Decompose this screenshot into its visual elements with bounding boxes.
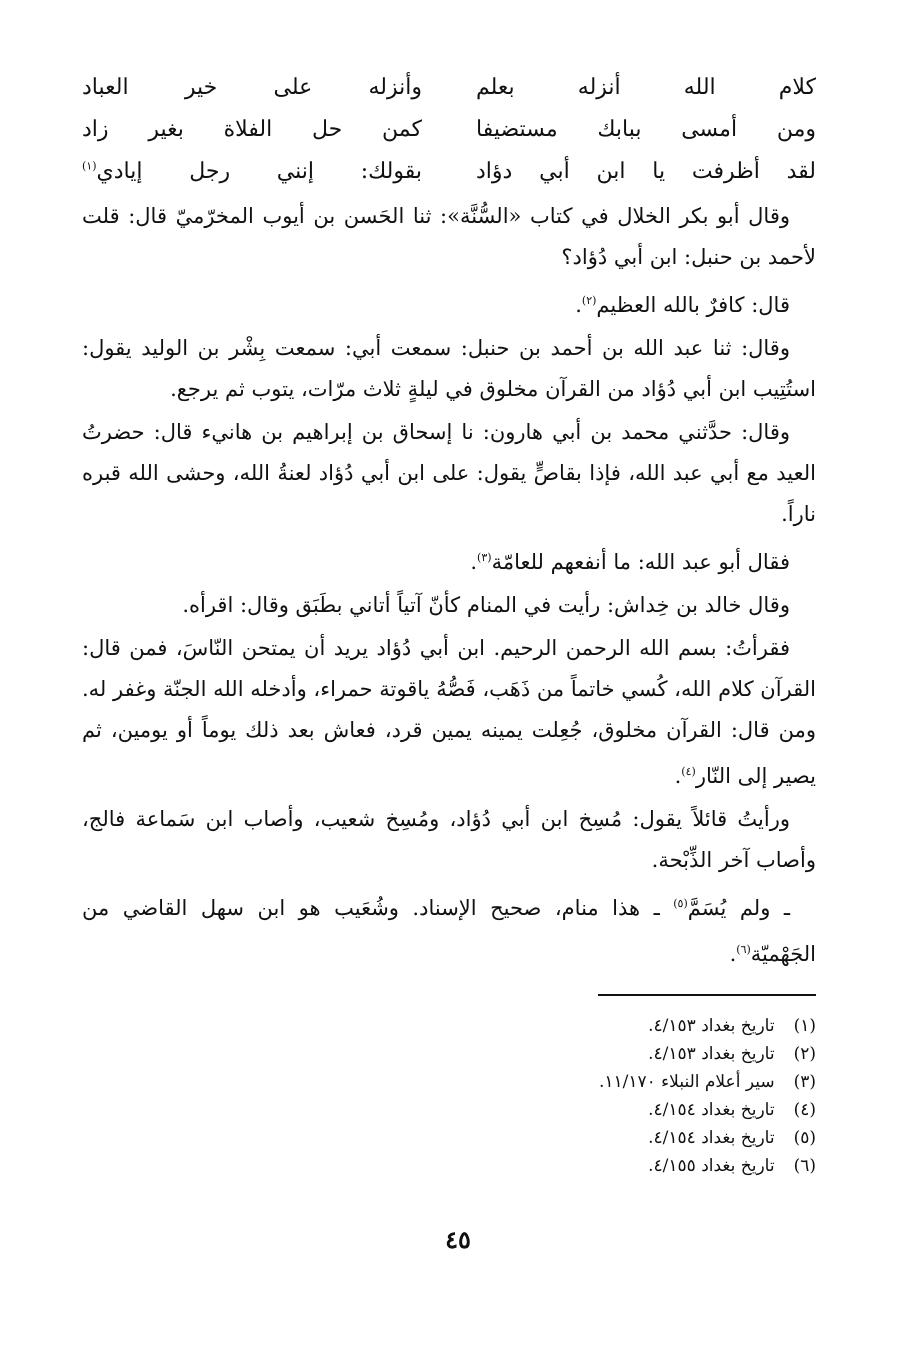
paragraph-text: وقال أبو بكر الخلال في كتاب «السُّنَّة»: ثنا الحَسن بن أيوب المخرّميّ قال: قلت لأحمد بن حنبل: ابن أبي دُؤاد؟ (82, 204, 816, 269)
footnote-number: (٥) (793, 1128, 816, 1148)
footnote-text: تاريخ بغداد ٤/١٥٣. (648, 1016, 775, 1036)
paragraph-text: وقال: حدَّثني محمد بن أبي هارون: نا إسحاق بن إبراهيم بن هانيء قال: حضرتُ العيد مع أبي عبد الله، فإذا بقاصٍّ يقول: على ابن أبي دُؤاد لعنةُ الله، وحشى الله قبره ناراً. (82, 420, 816, 526)
footnote-text: تاريخ بغداد ٤/١٥٤. (648, 1100, 775, 1120)
paragraph-tail: . (729, 942, 737, 966)
paragraph-tail: . (470, 550, 478, 574)
body-text (82, 196, 816, 977)
footnote-number: (٦) (793, 1156, 816, 1176)
paragraph-text: وقال خالد بن خِداش: رأيت في المنام كأنّ آتياً أتاني بطَبَق وقال: اقرأه. (182, 593, 790, 617)
footnote (300, 1068, 816, 1096)
footnote-number: (٤) (793, 1100, 816, 1120)
paragraph (82, 585, 816, 626)
paragraph (82, 799, 816, 881)
footnote-marker: (١) (82, 159, 97, 173)
paragraph (82, 883, 816, 975)
footnote-text: سير أعلام النبلاء ١١/١٧٠. (598, 1072, 775, 1092)
paragraph (82, 628, 816, 797)
poem-verse (82, 66, 816, 108)
poem-verse (82, 150, 816, 192)
footnote-number: (٢) (793, 1044, 816, 1064)
footnote-text: تاريخ بغداد ٤/١٥٣. (648, 1044, 775, 1064)
paragraph (82, 280, 816, 326)
paragraph-text: وقال: ثنا عبد الله بن أحمد بن حنبل: سمعت أبي: سمعت بِشْر بن الوليد يقول: استُتِيب ابن أبي دُؤاد من القرآن مخلوق في ليلةٍ ثلاث مرّات، يتوب ثم يرجع. (82, 336, 816, 401)
footnotes (300, 1012, 816, 1180)
footnote-marker: (٤) (681, 765, 696, 778)
paragraph (82, 328, 816, 410)
footnote-marker: (٢) (581, 294, 597, 307)
verse-second-hemistich: كمن حل الفلاة بغير زاد (82, 116, 422, 142)
poem-verse (82, 108, 816, 150)
verse-second-hemistich: وأنزله على خير العباد (82, 74, 422, 100)
poem-block (82, 66, 816, 192)
paragraph (82, 196, 816, 278)
paragraph-text: فقال أبو عبد الله: ما أنفعهم للعامّة (491, 550, 790, 574)
verse-text: بقولك: إنني رجل إيادي (96, 158, 422, 184)
verse-second-hemistich (82, 159, 422, 184)
paragraph-tail: . (674, 764, 682, 788)
page-number: ٤٥ (445, 1225, 471, 1254)
paragraph-text: ـ ولم يُسَمَّ (687, 896, 790, 920)
verse-first-hemistich: كلام الله أنزله بعلم (476, 74, 816, 100)
footnote-marker: (٥) (673, 897, 688, 910)
paragraph-text: فقرأتُ: بسم الله الرحمن الرحيم. ابن أبي دُؤاد يريد أن يمتحن النّاسَ، فمن قال: القرآن كلام الله، كُسي خاتماً من ذَهَب، فَصُّهُ ياقوتة حمراء، وأدخله الله الجنّة وغفر له. ومن قال: القرآن مخلوق، جُعِلت يمينه يمين قرد، فعاش بعد ذلك يوماً أو يومين، ثم يصير إلى النّار (82, 636, 816, 788)
footnote-divider (598, 994, 816, 996)
footnote (300, 1096, 816, 1124)
footnote (300, 1040, 816, 1068)
verse-first-hemistich: لقد أظرفت يا ابن أبي دؤاد (476, 158, 816, 184)
footnote-text: تاريخ بغداد ٤/١٥٤. (648, 1128, 775, 1148)
paragraph (82, 412, 816, 535)
footnote-number: (١) (793, 1016, 816, 1036)
paragraph (82, 537, 816, 583)
footnote-marker: (٦) (736, 943, 751, 956)
footnote-text: تاريخ بغداد ٤/١٥٥. (648, 1156, 775, 1176)
paragraph-tail: . (575, 293, 582, 317)
footnote-number: (٣) (793, 1072, 816, 1092)
footnote (300, 1012, 816, 1040)
paragraph-text: قال: كافرٌ بالله العظيم (596, 293, 790, 317)
paragraph-tail: ـ هذا منام، صحيح الإسناد. وشُعَيب هو ابن سهل القاضي من الجَهْميّة (82, 896, 816, 966)
footnote (300, 1152, 816, 1180)
paragraph-text: ورأيتُ قائلاً يقول: مُسِخ ابن أبي دُؤاد، ومُسِخ شعيب، وأصاب ابن سَماعة فالج، وأصاب آخر الذِّبْحة. (82, 807, 816, 872)
footnote-marker: (٣) (477, 551, 492, 564)
verse-first-hemistich: ومن أمسى ببابك مستضيفا (476, 116, 816, 142)
footnote (300, 1124, 816, 1152)
